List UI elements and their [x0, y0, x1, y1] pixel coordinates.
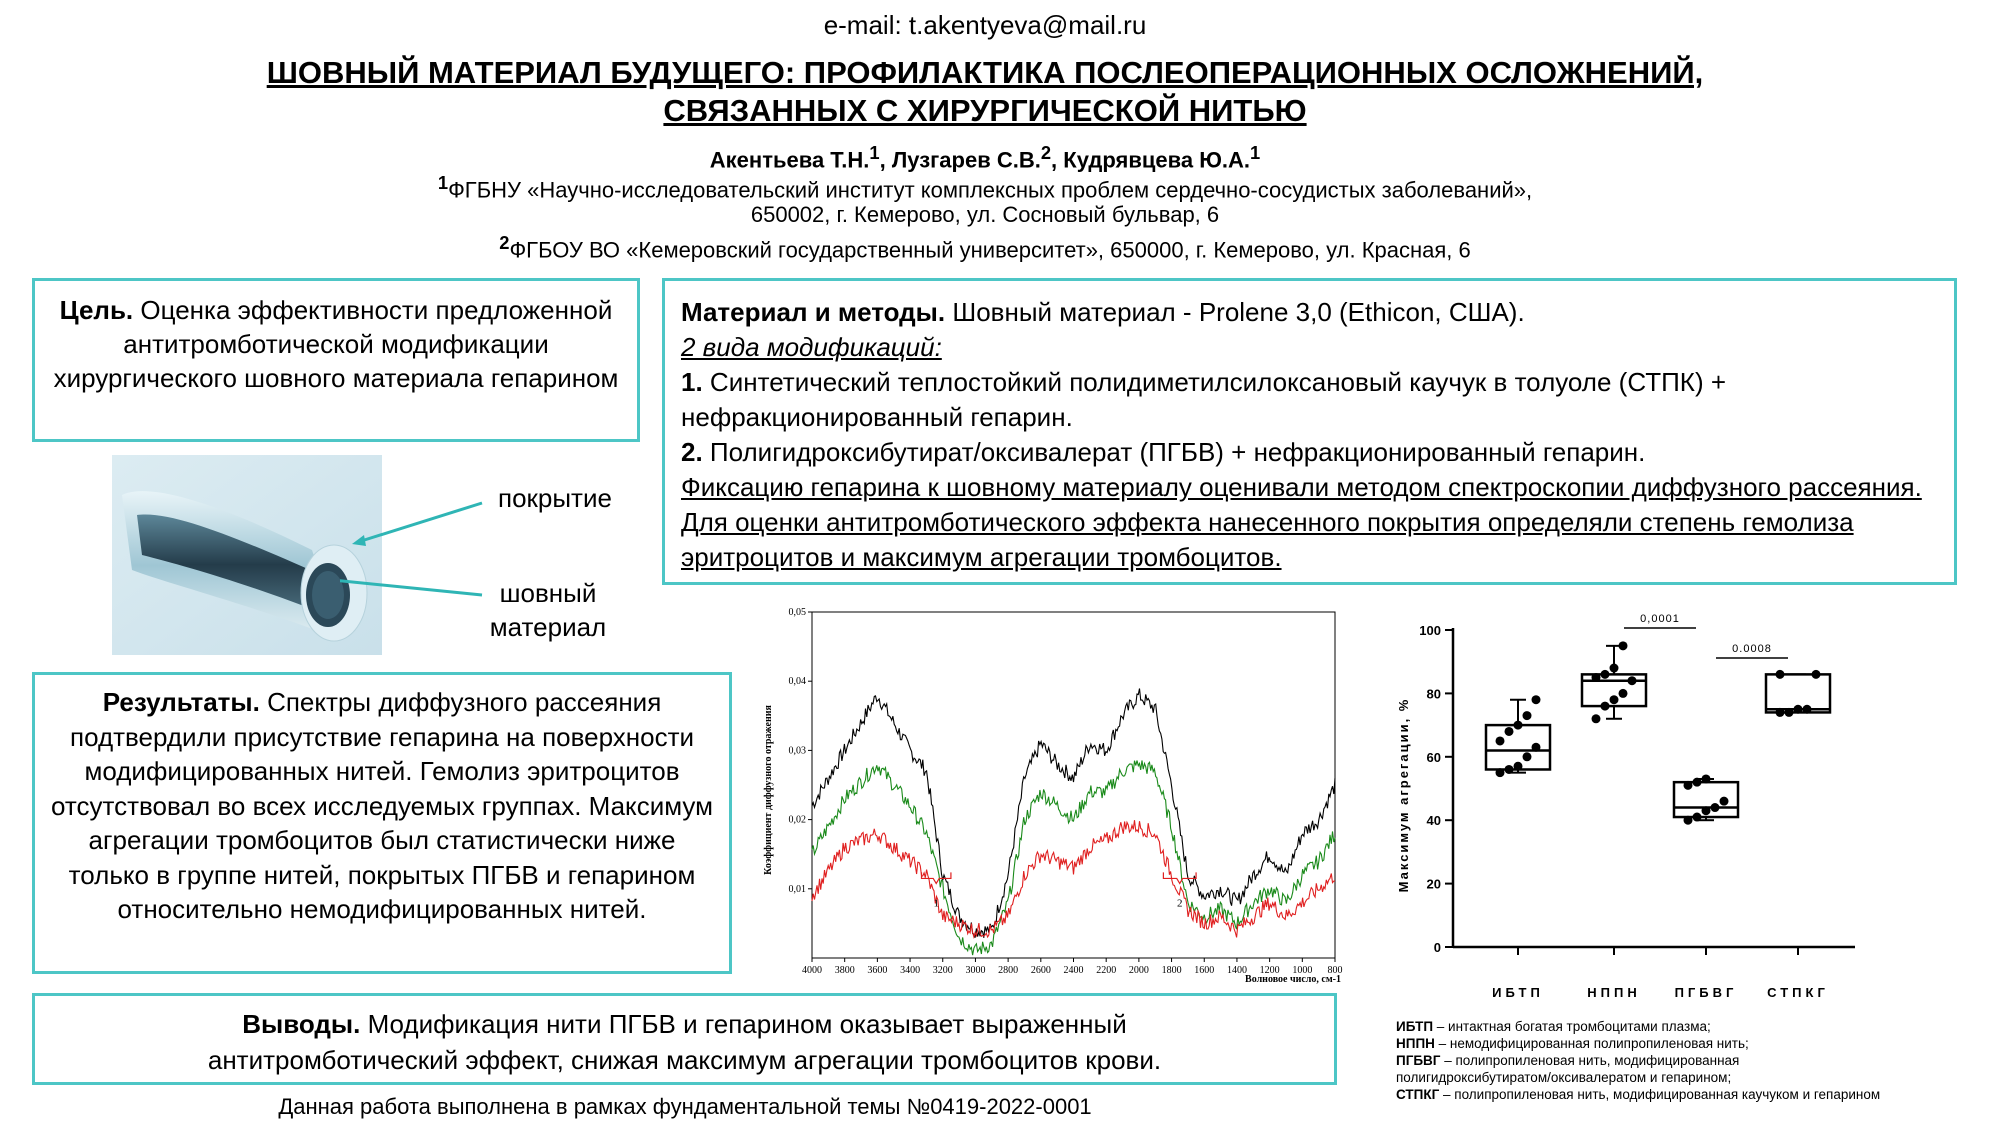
- boxplot-point: [1693, 778, 1702, 787]
- boxplot-point: [1514, 721, 1523, 730]
- boxplot-point: [1702, 774, 1711, 783]
- methods-label: Материал и методы.: [681, 297, 946, 327]
- legend-abbr: СТПКГ: [1396, 1087, 1440, 1102]
- spectra-annotation-label: 1: [933, 897, 939, 910]
- boxplot-point: [1794, 705, 1803, 714]
- boxplot-point: [1592, 673, 1601, 682]
- boxplot-category-label: ПГБВГ: [1674, 985, 1738, 1000]
- boxplot-y-tick-label: 80: [1426, 686, 1441, 702]
- author-2: Лузгарев С.В.: [891, 147, 1041, 173]
- boxplot-point: [1505, 727, 1514, 736]
- boxplot-point: [1702, 806, 1711, 815]
- spectra-series-line: [812, 760, 1335, 955]
- boxplot-point: [1532, 743, 1541, 752]
- author-1: Акентьева Т.Н.: [709, 147, 870, 173]
- legend-item: [1396, 1035, 1996, 1052]
- boxplot-point: [1803, 705, 1812, 714]
- spectra-annotation-label: 2: [1176, 897, 1183, 910]
- methods-item-2-num: 2.: [681, 437, 703, 467]
- spectra-y-tick-label: 0,04: [788, 676, 806, 688]
- boxplot-point: [1505, 765, 1514, 774]
- legend-text: – полипропиленовая нить, модифицированная каучуком и гепарином: [1439, 1087, 1881, 1102]
- legend-item: [1396, 1052, 1996, 1069]
- legend-text: полигидроксибутиратом/оксивалератом и гепарином;: [1396, 1070, 1732, 1085]
- methods-subhead: 2 вида модификаций:: [681, 332, 942, 362]
- spectra-x-tick-label: 2400: [1063, 965, 1084, 976]
- poster-title: [0, 54, 1970, 130]
- legend-text: – полипропиленовая нить, модифицированная: [1440, 1053, 1740, 1068]
- spectra-x-tick-label: 1200: [1259, 965, 1280, 976]
- boxplot-point: [1496, 768, 1505, 777]
- label-coating: покрытие: [498, 483, 612, 513]
- spectra-x-tick-label: 1400: [1226, 965, 1247, 976]
- spectra-plot-frame: [812, 612, 1335, 958]
- label-suture-line-1: шовный: [499, 578, 597, 608]
- boxplot-point: [1532, 695, 1541, 704]
- legend-item: [1396, 1018, 1996, 1035]
- spectra-y-tick-label: 0,01: [788, 883, 806, 895]
- spectra-x-tick-label: 2800: [998, 965, 1019, 976]
- spectra-x-tick-label: 2600: [1030, 965, 1051, 976]
- spectra-x-tick-label: 800: [1327, 965, 1343, 976]
- title-line-2: СВЯЗАННЫХ С ХИРУРГИЧЕСКОЙ НИТЬЮ: [663, 93, 1307, 128]
- methods-item-2: Полигидроксибутират/оксивалерат (ПГБВ) + нефракционированный гепарин.: [709, 437, 1646, 467]
- boxplot-y-tick-label: 60: [1426, 749, 1441, 765]
- goal-box: [32, 278, 640, 442]
- boxplot-point: [1684, 781, 1693, 790]
- boxplot-point: [1693, 813, 1702, 822]
- boxplot-point: [1812, 670, 1821, 679]
- boxplot-point: [1601, 670, 1610, 679]
- pvalue-label: 0,0001: [1640, 613, 1680, 625]
- goal-label: Цель.: [59, 295, 134, 325]
- boxplot-point: [1628, 676, 1637, 685]
- boxplot-point: [1496, 736, 1505, 745]
- spectra-x-tick-label: 2000: [1128, 965, 1149, 976]
- boxplot-point: [1610, 664, 1619, 673]
- methods-text: Шовный материал - Prolene 3,0 (Ethicon, США).: [952, 297, 1525, 327]
- label-suture-line-2: материал: [489, 612, 607, 642]
- boxplot-point: [1592, 714, 1601, 723]
- boxplot-point: [1610, 695, 1619, 704]
- boxplot-point: [1601, 702, 1610, 711]
- spectra-x-tick-label: 3400: [900, 965, 921, 976]
- spectra-chart: [755, 600, 1355, 1000]
- conclusions-line-2: антитромботический эффект, снижая максимум агрегации тромбоцитов крови.: [207, 1045, 1162, 1075]
- results-text: Спектры диффузного рассеяния подтвердили присутствие гепарина на поверхности модифицированных нитей. Гемолиз эритроцитов отсутствовал во всех исследуемых группах. Максимум агрегации тромбоцитов был статистически ниже только в группе нитей, покрытых ПГБВ и гепарином относительно немодифицированных нитей.: [51, 687, 713, 924]
- boxplot-point: [1720, 797, 1729, 806]
- affiliation-1: [0, 172, 1970, 203]
- boxplot-y-tick-label: 100: [1419, 623, 1441, 638]
- boxplot-point: [1514, 762, 1523, 771]
- boxplot-point: [1619, 689, 1628, 698]
- boxplot-category-label: НППН: [1587, 985, 1641, 1000]
- abbreviations-legend: [1396, 1018, 1996, 1103]
- boxplot-y-tick-label: 40: [1426, 813, 1441, 829]
- aff-2-line: ФГБОУ ВО «Кемеровский государственный университет», 650000, г. Кемерово, ул. Красная, 6: [509, 237, 1471, 263]
- spectra-x-tick-label: 3800: [834, 965, 855, 976]
- methods-item-1-num: 1.: [681, 367, 703, 397]
- author-3: Кудрявцева Ю.А.: [1063, 147, 1251, 173]
- methods-underlined: Фиксацию гепарина к шовному материалу оценивали методом спектроскопии диффузного рассеяния. Для оценки антитромботического эффекта нанесенного покрытия определяли степень гемолиза эритроцитов и максимум агрегации тромбоцитов.: [681, 472, 1922, 572]
- suture-pointer: [340, 580, 482, 595]
- spectra-x-tick-label: 3000: [965, 965, 986, 976]
- spectra-annotation-bracket: [1163, 872, 1196, 883]
- spectra-x-tick-label: 3200: [932, 965, 953, 976]
- label-pointers: [340, 490, 500, 610]
- boxplot-category-label: СТПКГ: [1767, 985, 1829, 1000]
- aff-1-sup: 1: [437, 172, 449, 193]
- boxplot-point: [1619, 641, 1628, 650]
- spectra-x-tick-label: 4000: [802, 965, 822, 976]
- label-suture: [478, 576, 618, 644]
- aff-1-line-1: ФГБНУ «Научно-исследовательский институт комплексных проблем сердечно-сосудистых заболеваний»,: [448, 177, 1533, 203]
- boxplot-point: [1711, 803, 1720, 812]
- affiliation-2: [0, 232, 1970, 263]
- aggregation-boxplot: [1385, 600, 1885, 1015]
- spectra-x-tick-label: 1000: [1292, 965, 1313, 976]
- legend-abbr: НППН: [1396, 1036, 1435, 1051]
- boxplot-y-tick-label: 20: [1426, 876, 1441, 892]
- conclusions-line-1: Модификация нити ПГБВ и гепарином оказывает выраженный: [367, 1009, 1127, 1039]
- legend-item: [1396, 1069, 1996, 1086]
- boxplot-y-axis-label: Максимум агрегации, %: [1396, 697, 1411, 893]
- legend-item: [1396, 1086, 1996, 1103]
- boxplot-point: [1776, 670, 1785, 679]
- author-2-sup: 2: [1040, 142, 1052, 163]
- pvalue-label: 0.0008: [1732, 643, 1772, 655]
- affiliation-1-address: 650002, г. Кемерово, ул. Сосновый бульвар, 6: [750, 202, 1220, 227]
- legend-abbr: ПГБВГ: [1396, 1053, 1441, 1068]
- author-1-sup: 1: [869, 142, 880, 163]
- methods-item-1: Синтетический теплостойкий полидиметилсилоксановый каучук в толуоле (СТПК) + нефракционированный гепарин.: [681, 367, 1727, 432]
- legend-text: – немодифицированная полипропиленовая нить;: [1434, 1036, 1749, 1051]
- author-3-sup: 1: [1250, 142, 1261, 163]
- spectra-y-tick-label: 0,02: [788, 814, 806, 826]
- spectra-y-tick-label: 0,03: [788, 745, 806, 757]
- spectra-x-tick-label: 3600: [867, 965, 888, 976]
- coating-arrowhead: [352, 535, 366, 546]
- authors: Акентьева Т.Н.$^1$, Лузгарев С.В.$^2$, Кудрявцева Ю.А.$^1$: [709, 142, 1261, 173]
- spectra-x-axis-label: Волновое число, см-1: [1245, 974, 1341, 985]
- boxplot-y-tick-label: 0: [1433, 940, 1441, 955]
- conclusions-box: [32, 993, 1337, 1085]
- spectra-y-axis-label: Коэффициент диффузного отражения: [763, 705, 774, 875]
- legend-abbr: ИБТП: [1396, 1019, 1434, 1034]
- goal-text: Оценка эффективности предложенной антитромботической модификации хирургического шовного материала гепарином: [53, 295, 619, 393]
- boxplot-point: [1523, 711, 1532, 720]
- title-line-1: ШОВНЫЙ МАТЕРИАЛ БУДУЩЕГО: ПРОФИЛАКТИКА ПОСЛЕОПЕРАЦИОННЫХ ОСЛОЖНЕНИЙ,: [266, 55, 1704, 90]
- spectra-x-tick-label: 1800: [1161, 965, 1182, 976]
- aff-2-sup: 2: [499, 232, 510, 253]
- boxplot-point: [1785, 708, 1794, 717]
- coating-pointer: [358, 503, 482, 542]
- methods-box: [662, 278, 1957, 585]
- results-box: [32, 672, 732, 974]
- spectra-x-tick-label: 1600: [1194, 965, 1215, 976]
- spectra-series-line: [812, 820, 1335, 937]
- spectra-x-tick-label: 2200: [1096, 965, 1117, 976]
- spectra-y-tick-label: 0,05: [788, 607, 806, 618]
- boxplot-category-label: ИБТП: [1492, 985, 1544, 1000]
- boxplot-point: [1523, 752, 1532, 761]
- funding-footer: Данная работа выполнена в рамках фундаментальной темы №0419-2022-0001: [278, 1094, 1092, 1119]
- boxplot-point: [1684, 816, 1693, 825]
- boxplot-point: [1776, 708, 1785, 717]
- email: e-mail: t.akentyeva@mail.ru: [823, 10, 1147, 40]
- legend-text: – интактная богатая тромбоцитами плазма;: [1433, 1019, 1711, 1034]
- results-label: Результаты.: [102, 687, 260, 717]
- conclusions-label: Выводы.: [242, 1009, 361, 1039]
